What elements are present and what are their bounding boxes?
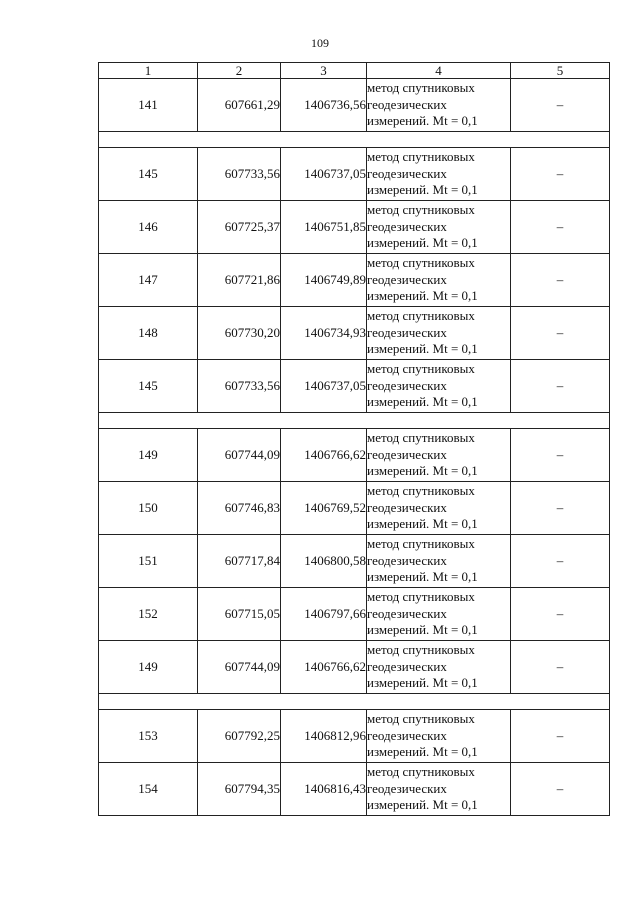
point-number-cell: 150 <box>99 482 198 535</box>
point-number-cell: 148 <box>99 307 198 360</box>
separator-row <box>99 413 610 429</box>
method-cell <box>367 429 511 482</box>
table-row <box>99 641 610 694</box>
note-cell: – <box>511 360 610 413</box>
table-row <box>99 148 610 201</box>
column-header: 5 <box>511 63 610 79</box>
method-line: геодезических <box>367 218 447 234</box>
method-line: геодезических <box>367 605 447 621</box>
method-line: геодезических <box>367 165 447 181</box>
x-coordinate-cell: 607717,84 <box>198 535 281 588</box>
method-line: геодезических <box>367 324 447 340</box>
x-coordinate-cell: 607746,83 <box>198 482 281 535</box>
method-line: геодезических <box>367 271 447 287</box>
column-header: 1 <box>99 63 198 79</box>
table-row <box>99 254 610 307</box>
method-line: метод спутниковых <box>367 308 475 324</box>
y-coordinate-cell: 1406749,89 <box>281 254 367 307</box>
method-cell <box>367 482 511 535</box>
note-cell: – <box>511 641 610 694</box>
method-line: измерений. Mt = 0,1 <box>367 113 478 129</box>
point-number-cell: 149 <box>99 641 198 694</box>
method-line: геодезических <box>367 780 447 796</box>
page-number: 109 <box>311 36 329 50</box>
point-number-cell: 149 <box>99 429 198 482</box>
x-coordinate-cell: 607715,05 <box>198 588 281 641</box>
method-cell <box>367 641 511 694</box>
note-cell: – <box>511 535 610 588</box>
method-line: измерений. Mt = 0,1 <box>367 797 478 813</box>
point-number-cell: 141 <box>99 79 198 132</box>
x-coordinate-cell: 607744,09 <box>198 641 281 694</box>
method-line: метод спутниковых <box>367 536 475 552</box>
point-number-cell: 153 <box>99 710 198 763</box>
x-coordinate-cell: 607733,56 <box>198 148 281 201</box>
table-row <box>99 535 610 588</box>
y-coordinate-cell: 1406812,96 <box>281 710 367 763</box>
method-line: геодезических <box>367 499 447 515</box>
separator-cell <box>99 132 610 148</box>
coordinates-table <box>98 62 610 816</box>
method-line: геодезических <box>367 727 447 743</box>
method-cell <box>367 201 511 254</box>
x-coordinate-cell: 607733,56 <box>198 360 281 413</box>
method-line: метод спутниковых <box>367 764 475 780</box>
method-cell <box>367 254 511 307</box>
y-coordinate-cell: 1406766,62 <box>281 641 367 694</box>
method-line: геодезических <box>367 658 447 674</box>
method-cell <box>367 710 511 763</box>
table-row <box>99 763 610 816</box>
note-cell: – <box>511 79 610 132</box>
table-row <box>99 429 610 482</box>
method-line: метод спутниковых <box>367 202 475 218</box>
method-line: измерений. Mt = 0,1 <box>367 516 478 532</box>
y-coordinate-cell: 1406734,93 <box>281 307 367 360</box>
note-cell: – <box>511 254 610 307</box>
method-line: метод спутниковых <box>367 255 475 271</box>
method-cell <box>367 535 511 588</box>
table-row <box>99 482 610 535</box>
note-cell: – <box>511 588 610 641</box>
method-line: метод спутниковых <box>367 430 475 446</box>
point-number-cell: 147 <box>99 254 198 307</box>
note-cell: – <box>511 201 610 254</box>
method-cell <box>367 79 511 132</box>
table-row <box>99 710 610 763</box>
method-line: метод спутниковых <box>367 80 475 96</box>
point-number-cell: 145 <box>99 360 198 413</box>
note-cell: – <box>511 710 610 763</box>
y-coordinate-cell: 1406816,43 <box>281 763 367 816</box>
method-line: метод спутниковых <box>367 589 475 605</box>
method-line: измерений. Mt = 0,1 <box>367 341 478 357</box>
y-coordinate-cell: 1406766,62 <box>281 429 367 482</box>
x-coordinate-cell: 607725,37 <box>198 201 281 254</box>
method-line: измерений. Mt = 0,1 <box>367 394 478 410</box>
method-line: измерений. Mt = 0,1 <box>367 463 478 479</box>
method-line: геодезических <box>367 446 447 462</box>
method-line: метод спутниковых <box>367 483 475 499</box>
y-coordinate-cell: 1406737,05 <box>281 148 367 201</box>
note-cell: – <box>511 763 610 816</box>
x-coordinate-cell: 607661,29 <box>198 79 281 132</box>
method-cell <box>367 307 511 360</box>
y-coordinate-cell: 1406797,66 <box>281 588 367 641</box>
method-line: измерений. Mt = 0,1 <box>367 744 478 760</box>
y-coordinate-cell: 1406736,56 <box>281 79 367 132</box>
separator-cell <box>99 413 610 429</box>
method-line: метод спутниковых <box>367 711 475 727</box>
method-line: измерений. Mt = 0,1 <box>367 288 478 304</box>
table-body <box>99 79 610 816</box>
table-row <box>99 79 610 132</box>
x-coordinate-cell: 607792,25 <box>198 710 281 763</box>
x-coordinate-cell: 607744,09 <box>198 429 281 482</box>
column-header: 3 <box>281 63 367 79</box>
method-line: метод спутниковых <box>367 361 475 377</box>
note-cell: – <box>511 429 610 482</box>
method-line: метод спутниковых <box>367 642 475 658</box>
table-row <box>99 588 610 641</box>
table-row <box>99 307 610 360</box>
method-cell <box>367 763 511 816</box>
table-row <box>99 201 610 254</box>
point-number-cell: 151 <box>99 535 198 588</box>
method-line: геодезических <box>367 377 447 393</box>
method-cell <box>367 360 511 413</box>
column-header: 4 <box>367 63 511 79</box>
x-coordinate-cell: 607721,86 <box>198 254 281 307</box>
note-cell: – <box>511 307 610 360</box>
method-line: измерений. Mt = 0,1 <box>367 569 478 585</box>
y-coordinate-cell: 1406737,05 <box>281 360 367 413</box>
method-line: метод спутниковых <box>367 149 475 165</box>
y-coordinate-cell: 1406800,58 <box>281 535 367 588</box>
separator-cell <box>99 694 610 710</box>
y-coordinate-cell: 1406769,52 <box>281 482 367 535</box>
x-coordinate-cell: 607730,20 <box>198 307 281 360</box>
table-row <box>99 360 610 413</box>
method-cell <box>367 588 511 641</box>
separator-row <box>99 694 610 710</box>
point-number-cell: 146 <box>99 201 198 254</box>
table-header-row <box>99 63 610 79</box>
note-cell: – <box>511 482 610 535</box>
method-line: геодезических <box>367 552 447 568</box>
method-cell <box>367 148 511 201</box>
method-line: измерений. Mt = 0,1 <box>367 675 478 691</box>
method-line: измерений. Mt = 0,1 <box>367 622 478 638</box>
method-line: измерений. Mt = 0,1 <box>367 182 478 198</box>
y-coordinate-cell: 1406751,85 <box>281 201 367 254</box>
method-line: геодезических <box>367 96 447 112</box>
method-line: измерений. Mt = 0,1 <box>367 235 478 251</box>
column-header: 2 <box>198 63 281 79</box>
point-number-cell: 145 <box>99 148 198 201</box>
point-number-cell: 152 <box>99 588 198 641</box>
note-cell: – <box>511 148 610 201</box>
point-number-cell: 154 <box>99 763 198 816</box>
separator-row <box>99 132 610 148</box>
x-coordinate-cell: 607794,35 <box>198 763 281 816</box>
